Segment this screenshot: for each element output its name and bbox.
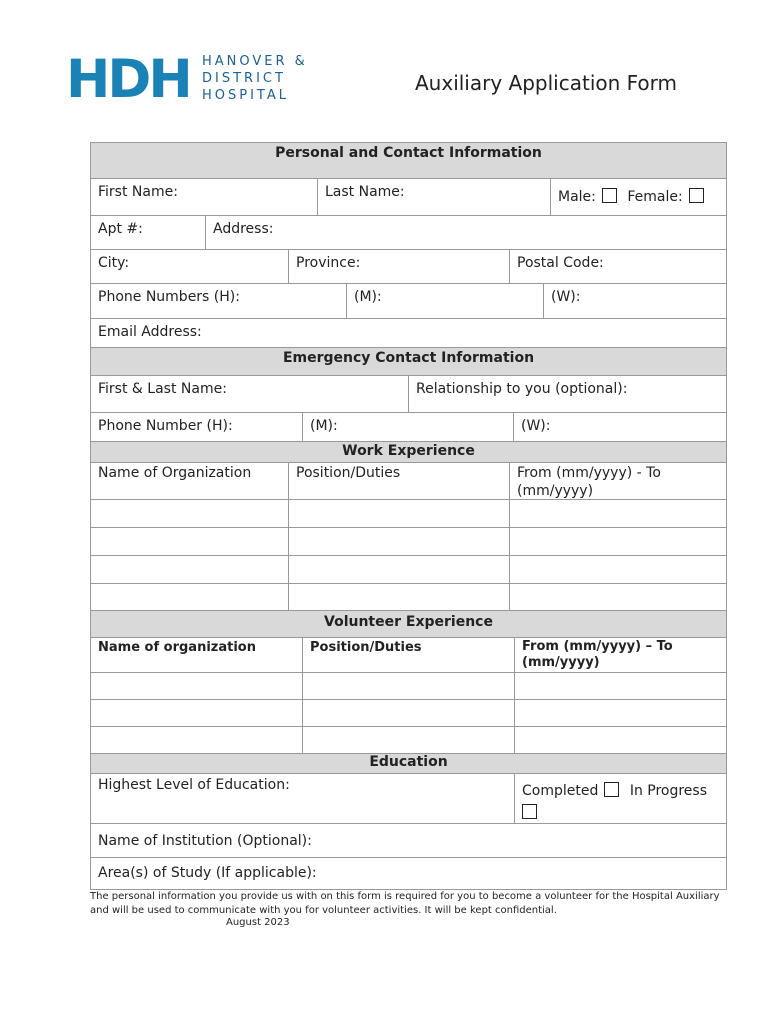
work-row-2-dates[interactable] (510, 528, 726, 556)
work-row-2-organization[interactable] (91, 528, 289, 556)
volunteer-section-header: Volunteer Experience (91, 610, 726, 638)
female-label: Female: (627, 189, 683, 205)
postal-code-field[interactable]: Postal Code: (510, 250, 726, 284)
volunteer-row-1-position[interactable] (303, 673, 515, 700)
work-col-position: Position/Duties (289, 463, 510, 500)
province-field[interactable]: Province: (289, 250, 510, 284)
work-section-header: Work Experience (91, 441, 726, 463)
work-col-dates: From (mm/yyyy) - To (mm/yyyy) (510, 463, 726, 500)
work-row-2-position[interactable] (289, 528, 510, 556)
emergency-relationship-field[interactable]: Relationship to you (optional): (409, 376, 726, 413)
apt-field[interactable]: Apt #: (91, 216, 206, 250)
emergency-section-header: Emergency Contact Information (91, 347, 726, 376)
document-title: Auxiliary Application Form (415, 71, 678, 95)
personal-section-header: Personal and Contact Information (91, 143, 726, 179)
completed-label: Completed (522, 783, 599, 799)
logo-wordmark (202, 53, 308, 104)
work-row-4-dates[interactable] (510, 584, 726, 611)
logo-letters: HDH (66, 49, 190, 110)
work-row-4-position[interactable] (289, 584, 510, 611)
work-row-4-organization[interactable] (91, 584, 289, 611)
last-name-field[interactable]: Last Name: (318, 179, 551, 216)
highest-education-field[interactable]: Highest Level of Education: (91, 774, 515, 824)
work-row-1-dates[interactable] (510, 500, 726, 528)
emergency-phone-work-field[interactable]: (W): (521, 418, 551, 434)
logo-line-2: DISTRICT (202, 71, 286, 86)
study-area-field[interactable]: Area(s) of Study (If applicable): (98, 865, 317, 881)
logo-line-1: HANOVER & (202, 54, 308, 69)
male-checkbox[interactable] (602, 188, 617, 203)
form-date: August 2023 (226, 917, 290, 928)
first-name-field[interactable]: First Name: (91, 179, 318, 216)
hospital-logo (66, 49, 316, 110)
gender-field (551, 179, 726, 216)
logo-line-3: HOSPITAL (202, 88, 290, 103)
education-section-header: Education (91, 753, 726, 774)
volunteer-row-2-position[interactable] (303, 700, 515, 727)
phone-mobile-field[interactable]: (M): (347, 284, 544, 319)
work-col-organization: Name of Organization (91, 463, 289, 500)
in-progress-checkbox[interactable] (522, 804, 537, 819)
work-row-3-position[interactable] (289, 556, 510, 584)
email-field[interactable]: Email Address: (98, 324, 202, 340)
female-checkbox[interactable] (689, 188, 704, 203)
institution-field[interactable]: Name of Institution (Optional): (91, 824, 726, 858)
volunteer-col-organization: Name of organization (91, 638, 303, 673)
address-field[interactable]: Address: (206, 216, 726, 250)
application-form (90, 142, 727, 890)
in-progress-label: In Progress (629, 783, 708, 799)
volunteer-col-dates: From (mm/yyyy) – To (mm/yyyy) (515, 638, 726, 673)
phone-work-field[interactable]: (W): (544, 284, 726, 319)
work-row-3-organization[interactable] (91, 556, 289, 584)
male-label: Male: (558, 189, 596, 205)
volunteer-row-3-organization[interactable] (91, 727, 303, 754)
volunteer-row-2-dates[interactable] (515, 700, 726, 727)
privacy-notice: The personal information you provide us with on this form is required for you to become a volunteer for the Hospital Auxiliary and will be used to communicate with you for volunteer activities. It will be kept confidential. (90, 891, 720, 916)
work-row-1-position[interactable] (289, 500, 510, 528)
emergency-name-field[interactable]: First & Last Name: (91, 376, 409, 413)
emergency-phone-home-field[interactable]: Phone Number (H): (91, 413, 303, 442)
emergency-phone-mobile-field[interactable]: (M): (303, 413, 514, 442)
volunteer-row-3-position[interactable] (303, 727, 515, 754)
work-row-3-dates[interactable] (510, 556, 726, 584)
work-row-1-organization[interactable] (91, 500, 289, 528)
volunteer-row-2-organization[interactable] (91, 700, 303, 727)
volunteer-row-1-organization[interactable] (91, 673, 303, 700)
volunteer-row-1-dates[interactable] (515, 673, 726, 700)
city-field[interactable]: City: (91, 250, 289, 284)
phone-home-field[interactable]: Phone Numbers (H): (91, 284, 347, 319)
volunteer-col-position: Position/Duties (303, 638, 515, 673)
education-status-field (515, 774, 726, 824)
volunteer-row-3-dates[interactable] (515, 727, 726, 754)
completed-checkbox[interactable] (604, 782, 619, 797)
